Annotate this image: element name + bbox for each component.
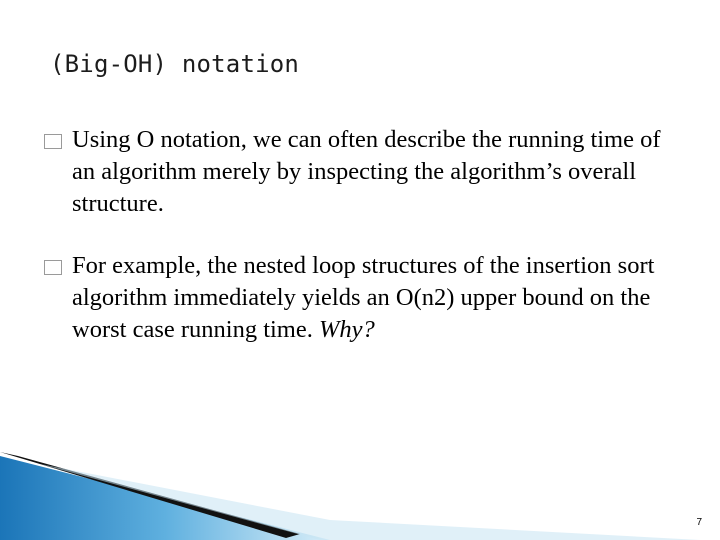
bullet-text: Using O notation, we can often describe the running time of an algorithm merely by inspecting the algorithm’s overall structure. xyxy=(72,126,661,217)
bullet-square-icon xyxy=(44,260,62,275)
bullet-list xyxy=(44,124,664,376)
decorative-swoosh xyxy=(0,450,720,540)
bullet-emphasis: Why? xyxy=(319,316,375,343)
bullet-text: For example, the nested loop structures of the insertion sort algorithm immediately yields an O(n2) upper bound on the worst case running time. xyxy=(72,252,655,343)
bullet-square-icon xyxy=(44,134,62,149)
page-number: 7 xyxy=(696,517,702,528)
bullet-item xyxy=(44,124,664,220)
bullet-item xyxy=(44,250,664,346)
slide-title: (Big-OH) notation xyxy=(50,50,300,78)
